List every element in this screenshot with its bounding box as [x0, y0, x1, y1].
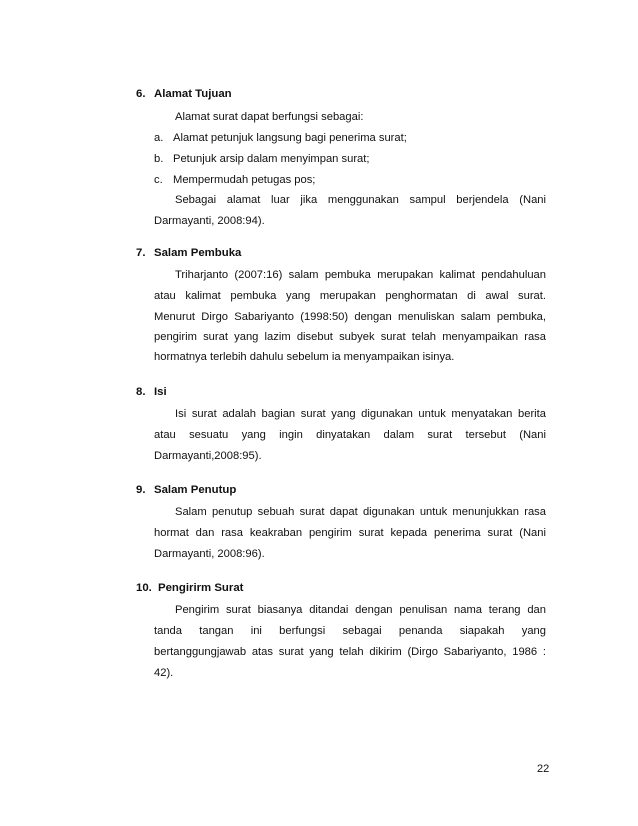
paragraph-line: Alamat surat dapat berfungsi sebagai: [175, 111, 364, 123]
paragraph-line: Sebagai alamat luar jika menggunakan sampul berjendela (Nani [175, 194, 546, 206]
paragraph-line: Darmayanti, 2008:94). [154, 215, 265, 227]
paragraph-line: Pengirim surat biasanya ditandai dengan penulisan nama terang dan [175, 604, 546, 616]
paragraph-line: bertanggungjawab atas surat yang telah dikirim (Dirgo Sabariyanto, 1986 : [154, 646, 546, 658]
paragraph-line: Darmayanti, 2008:96). [154, 548, 265, 560]
list-item-text: Alamat petunjuk langsung bagi penerima surat; [173, 132, 407, 144]
section-heading [136, 88, 232, 100]
section-number: 7. [136, 247, 146, 259]
paragraph-line: pengirim surat yang lazim disebut subyek surat telah menyampaikan rasa [154, 331, 546, 343]
list-item-text: Petunjuk arsip dalam menyimpan surat; [173, 153, 370, 165]
paragraph-line: hormat dan rasa keakraban pengirim surat kepada penerima surat (Nani [154, 527, 546, 539]
list-item-letter: a. [154, 132, 164, 144]
section-title: Alamat Tujuan [154, 88, 232, 100]
paragraph-line: 42). [154, 667, 174, 679]
list-item [154, 173, 315, 187]
paragraph-line: Salam penutup sebuah surat dapat digunakan untuk menunjukkan rasa [175, 506, 546, 518]
section-number: 10. [136, 582, 152, 594]
paragraph-line: atau kalimat pembuka yang merupakan penghormatan di awal surat. [154, 290, 546, 302]
section-heading [136, 582, 243, 594]
list-item-text: Mempermudah petugas pos; [173, 174, 316, 186]
paragraph-line: atau sesuatu yang ingin dinyatakan dalam surat tersebut (Nani [154, 429, 546, 441]
section-number: 6. [136, 88, 146, 100]
section-number: 9. [136, 484, 146, 496]
section-title: Salam Penutup [154, 484, 237, 496]
section-title: Isi [154, 386, 167, 398]
list-item [154, 131, 407, 145]
section-title: Pengirirm Surat [158, 582, 244, 594]
paragraph-line: hormatnya terlebih dahulu sebelum ia menyampaikan isinya. [154, 351, 455, 363]
list-item [154, 152, 370, 166]
page-number: 22 [537, 763, 550, 775]
paragraph-line: Menurut Dirgo Sabariyanto (1998:50) dengan menuliskan salam pembuka, [154, 311, 546, 323]
section-heading [136, 386, 167, 398]
paragraph-line: Darmayanti,2008:95). [154, 450, 262, 462]
list-item-letter: b. [154, 153, 164, 165]
list-item-letter: c. [154, 174, 163, 186]
section-number: 8. [136, 386, 146, 398]
paragraph-line: Triharjanto (2007:16) salam pembuka merupakan kalimat pendahuluan [175, 269, 546, 281]
section-title: Salam Pembuka [154, 247, 242, 259]
section-heading [136, 247, 241, 259]
paragraph-line: Isi surat adalah bagian surat yang digunakan untuk menyatakan berita [175, 408, 546, 420]
section-heading [136, 484, 236, 496]
paragraph-line: tanda tangan ini berfungsi sebagai penanda siapakah yang [154, 625, 546, 637]
